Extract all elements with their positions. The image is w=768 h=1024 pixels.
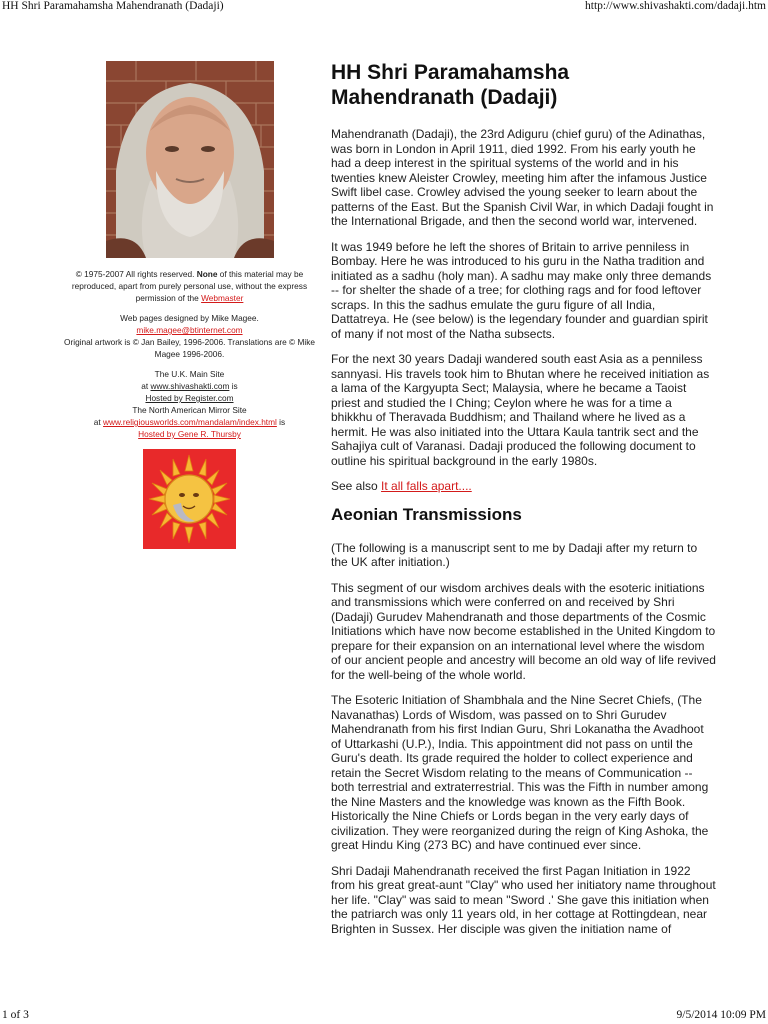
na-host-link[interactable]: Hosted by Gene R. Thursby <box>138 429 241 439</box>
uk-host-link[interactable]: Hosted by Register.com <box>145 393 234 403</box>
paragraph-shambhala: The Esoteric Initiation of Shambhala and the Nine Secret Chiefs, (The Navanathas) Lords of Wisdom, was passed on to Shri Gurudev Mahendranath from his first Indian Guru, Shri Lokanatha the Avadhoot of Uttarkashi (U.P.), India. This appointment did not pass on until the Guru's death. Its grade required the holder to collect experience and retain the Secret Wisdom relating to the means of Communication -- both terrestrial and extraterrestrial. This was the Fifth in number among the Nine Masters and the knowledge was known as the Fifth Book. Historically the Nine Chiefs or Lords began in the very early days of civilization. They were reorganized during the reign of King Ashoka, the great Hindu King (273 BC) and have continued ever since. <box>331 693 709 852</box>
see-also <box>331 479 716 494</box>
artwork-credit: Original artwork is © Jan Bailey, 1996-2006. Translations are © Mike Magee 1996-2006. <box>64 337 315 359</box>
uk-site-link[interactable]: www.shivashakti.com <box>150 381 230 391</box>
paragraph-archives: This segment of our wisdom archives deals with the esoteric initiations and transmissions which were conferred on and received by Shri (Dadaji) Gurudev Mahendranath and those departments of the Cosmic Initiations which have now become established in the United Kingdom to prepare for their expansion on an international level where the wisdom of our ancient people and ancestry will become an old way of life revived for the well-being of the whole world. <box>331 580 716 682</box>
site-links <box>57 368 322 440</box>
webmaster-link[interactable]: Webmaster <box>201 293 244 303</box>
main-content <box>331 60 716 947</box>
paragraph-manuscript-note: (The following is a manuscript sent to me by Dadaji after my return to the UK after initiation.) <box>331 540 698 569</box>
header-url: http://www.shivashakti.com/dadaji.htm <box>585 0 766 12</box>
header-page-title: HH Shri Paramahamsha Mahendranath (Dadaji) <box>2 0 224 12</box>
see-also-label: See also <box>331 479 382 493</box>
sidebar-info <box>57 268 322 448</box>
print-header <box>0 0 768 14</box>
na-site-at: at <box>93 417 104 427</box>
design-credit: Web pages designed by Mike Magee. <box>120 313 259 323</box>
copyright-text: © 1975-2007 All rights reserved. <box>75 269 197 279</box>
credits <box>57 312 322 360</box>
sun-moon-emblem <box>143 449 236 549</box>
na-site-is: is <box>276 417 286 427</box>
portrait-photo <box>106 61 274 258</box>
page-counter: 1 of 3 <box>2 1009 29 1021</box>
email-link[interactable]: mike.magee@btinternet.com <box>136 325 243 335</box>
uk-site-at: at <box>141 381 151 391</box>
uk-site-label: The U.K. Main Site <box>154 369 225 379</box>
print-timestamp: 9/5/2014 10:09 PM <box>676 1009 766 1021</box>
copyright-bold: None <box>196 269 218 279</box>
copyright-text-rest: of this material may be reproduced, apart from purely personal use, without the express permission of the <box>71 269 308 303</box>
section-heading: Aeonian Transmissions <box>331 504 522 524</box>
na-site-label: The North American Mirror Site <box>132 405 247 415</box>
na-site-link[interactable]: www.religiousworlds.com/mandalam/index.html <box>103 417 277 427</box>
copyright-notice <box>57 268 322 304</box>
paragraph-travels: For the next 30 years Dadaji wandered south east Asia as a penniless sannyasi. His travels took him to Bhutan where he received initiation as a lama of the Kargyupta Sect; Malaysia, where he became a Taoist priest and studied the I Ching; Ceylon where he was for a time a bhikkhu of Theravada Buddhism; and Thailand where he lived as a hermit. He was also initiated into the Uttara Kaula tantrik sect and the Sahajiya cult of Varanasi. Dadaji produced the following document to outline his spiritual background in the early 1980s. <box>331 352 710 468</box>
paragraph-bombay: It was 1949 before he left the shores of Britain to arrive penniless in Bombay. Here he was introduced to his guru in the Natha tradition and initiated as a sadhu (holy man). A sadhu may make only three demands -- for shelter the shade of a tree; for clothing rags and for food leftover scraps. In this the sadhus emulate the guru figure of all India, Dattatreya. He (see below) is the legendary founder and guardian spirit of many if not most of the Natha subsects. <box>331 239 712 341</box>
paragraph-pagan-initiation: Shri Dadaji Mahendranath received the first Pagan Initiation in 1922 from his great great-aunt "Clay" who used her initiatory name throughout her life. "Clay" was said to mean "Sword .' She gave this initiation when the patriarch was only 11 years old, in her cottage at Rottingdean, near Brighten in Sussex. Her disciple was given the initiation name of <box>331 863 716 936</box>
uk-site-is: is <box>229 381 238 391</box>
see-also-link[interactable]: It all falls apart.... <box>381 479 472 493</box>
paragraph-intro: Mahendranath (Dadaji), the 23rd Adiguru (chief guru) of the Adinathas, was born in London in April 1911, died 1992. From his early youth he had a deep interest in the spiritual systems of the world and in his twenties knew Aleister Crowley, meeting him after the infamous Justice Swift libel case. Crowley advised the young seeker to learn about the patterns of the East. But the Spanish Civil War, in which Dadaji fought in the International Brigade, and then the second world war, intervened. <box>331 127 714 228</box>
page-title: HH Shri Paramahamsha Mahendranath (Dadaji) <box>331 61 570 109</box>
